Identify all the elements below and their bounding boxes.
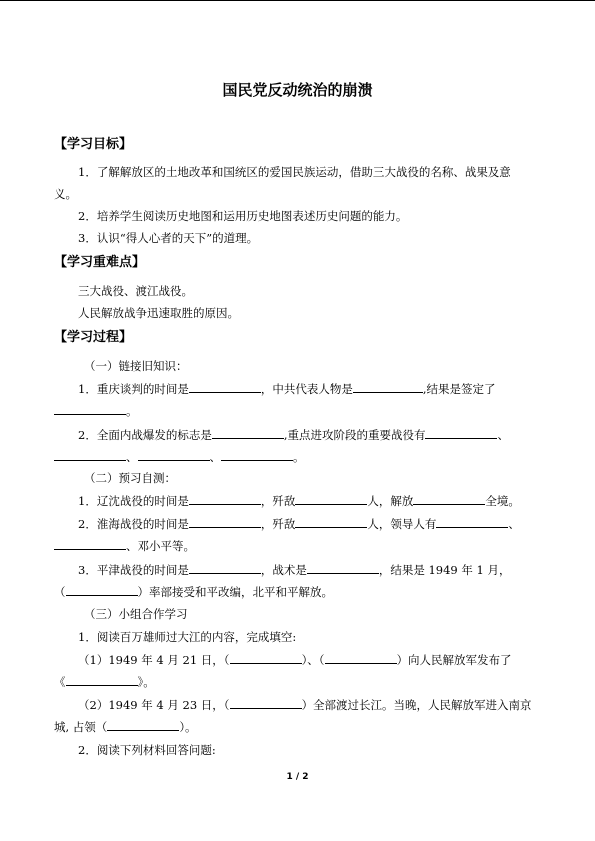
part1-question-2-cont	[54, 450, 305, 465]
blank-field[interactable]	[189, 382, 261, 393]
text: ）率部接受和平改编，北平和平解放。	[137, 585, 333, 599]
text: （1）1949 年 4 月 21 日，（	[78, 653, 230, 667]
text: 2．全面内战爆发的标志是	[78, 428, 212, 442]
text: 、	[209, 450, 221, 464]
text: ）。	[179, 720, 197, 734]
part3-question-1: 1．阅读百万雄师过大江的内容，完成填空:	[78, 630, 297, 644]
part3-question-2: 2．阅读下列材料回答问题:	[78, 743, 216, 757]
part2-question-3	[78, 563, 511, 578]
blank-field[interactable]	[107, 720, 179, 731]
blank-field[interactable]	[307, 563, 379, 574]
blank-field[interactable]	[295, 517, 367, 528]
text: ，歼敌	[260, 494, 296, 508]
blank-field[interactable]	[230, 653, 302, 664]
keypoint-line-2: 人民解放战争迅速取胜的原因。	[78, 306, 239, 320]
text: 、	[508, 517, 520, 531]
text: 。	[126, 404, 138, 418]
part2-question-1	[78, 494, 520, 509]
blank-field[interactable]	[436, 517, 508, 528]
goal-item-1-line-2: 义。	[54, 187, 77, 201]
blank-field[interactable]	[66, 675, 138, 686]
blank-field[interactable]	[189, 517, 261, 528]
section-heading-process: 【学习过程】	[54, 330, 133, 345]
goal-item-2: 2．培养学生阅读历史地图和运用历史地图表述历史问题的能力。	[78, 209, 408, 223]
text: 人，领导人有	[367, 517, 437, 531]
section-heading-keypoints: 【学习重难点】	[54, 255, 146, 270]
text: 城, 占领（	[54, 720, 108, 734]
part3-label: （三）小组合作学习	[84, 607, 188, 621]
text: ）向人民解放军发布了	[396, 653, 512, 667]
keypoint-line-1: 三大战役、渡江战役。	[78, 284, 193, 298]
text: ，歼敌	[260, 517, 296, 531]
text: 。	[293, 450, 305, 464]
blank-field[interactable]	[54, 404, 126, 415]
blank-field[interactable]	[54, 539, 126, 550]
page-title: 国民党反动统治的崩溃	[222, 81, 373, 99]
part3-sub-1	[78, 653, 512, 668]
text: 、	[126, 450, 138, 464]
text: ）全部渡过长江。当晚，人民解放军进入南京	[301, 698, 532, 712]
part1-question-1-cont	[54, 404, 138, 419]
text: ，结果是 1949 年 1 月，	[378, 563, 511, 577]
text: 1．重庆谈判的时间是	[78, 382, 189, 396]
part3-sub-2	[78, 698, 532, 713]
text: 、	[497, 428, 509, 442]
blank-field[interactable]	[189, 563, 261, 574]
part3-sub-2-cont	[54, 720, 197, 735]
blank-field[interactable]	[54, 450, 126, 461]
text: ,重点进攻阶段的重要战役有	[283, 428, 426, 442]
blank-field[interactable]	[295, 494, 367, 505]
blank-field[interactable]	[413, 494, 485, 505]
part3-sub-1-cont	[54, 675, 155, 690]
text: 》。	[137, 675, 155, 689]
text: 、邓小平等。	[126, 539, 195, 553]
part1-label: （一）链接旧知识：	[84, 359, 188, 373]
blank-field[interactable]	[212, 428, 284, 439]
blank-field[interactable]	[230, 698, 302, 709]
part2-question-3-cont	[54, 585, 333, 600]
top-rule	[0, 0, 595, 1]
page-number: 1 / 2	[286, 772, 309, 782]
section-heading-goals: 【学习目标】	[54, 137, 133, 152]
text: ,结果是签定了	[422, 382, 496, 396]
blank-field[interactable]	[138, 450, 210, 461]
blank-field[interactable]	[325, 653, 397, 664]
text: （	[54, 585, 66, 599]
goal-item-3: 3．认识“得人心者的天下”的道理。	[78, 231, 259, 245]
part1-question-2	[78, 428, 509, 443]
text: ，战术是	[260, 563, 307, 577]
text: 人，解放	[367, 494, 414, 508]
text: 2．淮海战役的时间是	[78, 517, 189, 531]
blank-field[interactable]	[189, 494, 261, 505]
part2-question-2-cont	[54, 539, 195, 554]
goal-item-1-line-1: 1．了解解放区的土地改革和国统区的爱国民族运动，借助三大战役的名称、战果及意	[78, 165, 511, 179]
part2-label: （二）预习自测：	[84, 471, 176, 485]
text: ）、（	[301, 653, 325, 667]
text: 《	[54, 675, 66, 689]
blank-field[interactable]	[221, 450, 293, 461]
part1-question-1	[78, 382, 495, 397]
blank-field[interactable]	[66, 585, 138, 596]
part2-question-2	[78, 517, 520, 532]
text: ，中共代表人物是	[260, 382, 353, 396]
text: 1．辽沈战役的时间是	[78, 494, 189, 508]
text: 3．平津战役的时间是	[78, 563, 189, 577]
text: 全境。	[485, 494, 520, 508]
blank-field[interactable]	[353, 382, 423, 393]
blank-field[interactable]	[425, 428, 497, 439]
text: （2）1949 年 4 月 23 日，（	[78, 698, 230, 712]
